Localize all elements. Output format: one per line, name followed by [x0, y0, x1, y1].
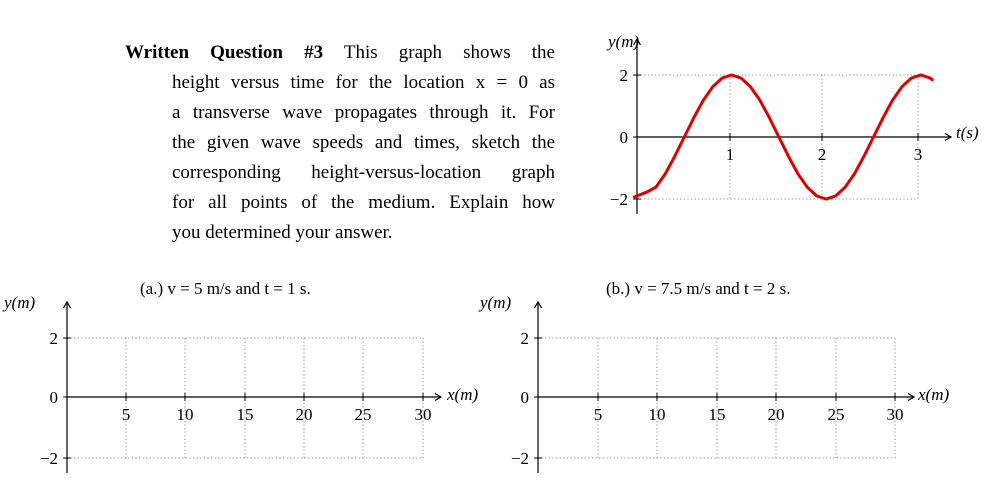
x-tick-label: 20	[767, 405, 785, 424]
question-line: a transverse wave propagates through it. For	[172, 102, 555, 123]
question-line: corresponding height-versus-location graph	[172, 162, 555, 183]
y-tick-label: 2	[49, 329, 58, 348]
y-axis-label: y(m)	[4, 293, 36, 312]
y-axis-label: y(m)	[480, 293, 512, 312]
x-tick-label: 5	[593, 405, 603, 424]
question-line: you determined your answer.	[172, 222, 393, 243]
y-tick-label: 0	[619, 128, 628, 147]
x-tick-label: 30	[414, 405, 432, 424]
x-axis-label: x(m)	[447, 385, 479, 404]
x-tick-label: 30	[886, 405, 904, 424]
x-axis-label: t(s)	[956, 123, 979, 142]
x-tick-label: 15	[236, 405, 254, 424]
y-tick-label: −2	[510, 449, 529, 468]
x-tick-label: 25	[354, 405, 372, 424]
panel-label: (b.) v = 7.5 m/s and t = 2 s.	[606, 279, 791, 298]
x-axis-label: x(m)	[918, 385, 950, 404]
question-heading: Written Question #3	[125, 42, 324, 63]
y-tick-label: −2	[39, 449, 58, 468]
y-tick-label: 2	[520, 329, 529, 348]
x-tick-label: 3	[913, 145, 923, 164]
x-tick-label: 1	[725, 145, 735, 164]
y-tick-label: 2	[619, 66, 628, 85]
x-tick-label: 5	[121, 405, 131, 424]
x-tick-label: 10	[176, 405, 194, 424]
y-tick-label: 0	[49, 388, 58, 407]
y-axis-label: y(m)	[608, 32, 640, 51]
question-line: height versus time for the location x = 0 as	[172, 72, 555, 93]
panel-label: (a.) v = 5 m/s and t = 1 s.	[140, 279, 311, 298]
x-tick-label: 25	[827, 405, 845, 424]
question-line: the given wave speeds and times, sketch the	[172, 132, 555, 153]
x-tick-label: 20	[295, 405, 313, 424]
y-tick-label: −2	[609, 190, 628, 209]
question-line: This graph shows the	[343, 42, 555, 63]
y-tick-label: 0	[520, 388, 529, 407]
x-tick-label: 10	[648, 405, 666, 424]
question-line: for all points of the medium. Explain how	[172, 192, 555, 213]
x-tick-label: 2	[817, 145, 827, 164]
x-tick-label: 15	[708, 405, 726, 424]
